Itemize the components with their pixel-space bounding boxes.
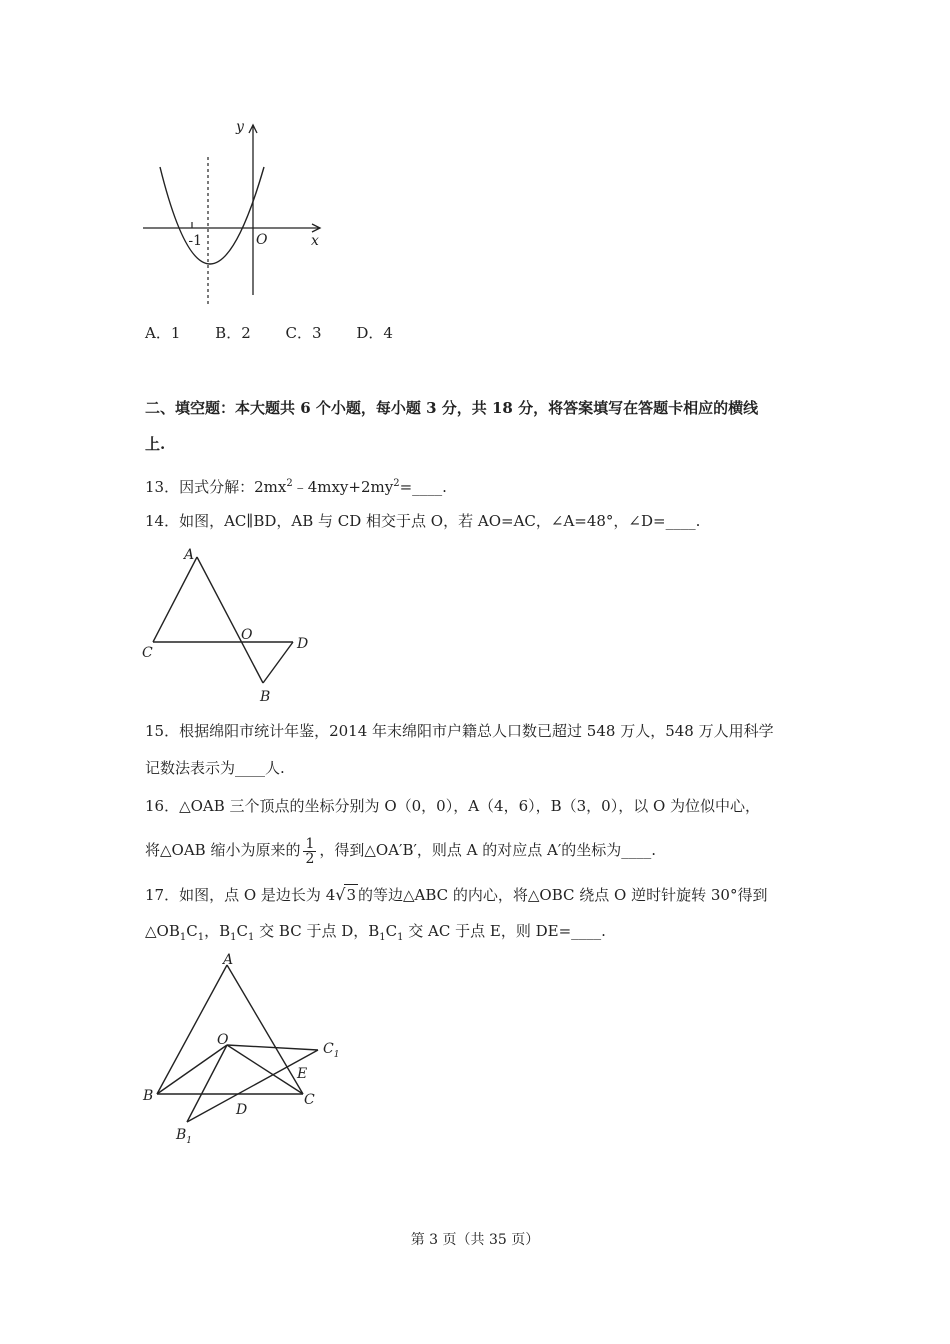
- q13-suffix: =____.: [399, 478, 447, 496]
- label-c1: $C_1$: [323, 1041, 340, 1060]
- segment-oc1: [227, 1045, 318, 1050]
- segment-ab: [197, 557, 263, 683]
- q17-sub: 1: [179, 932, 187, 943]
- q16-prefix: 将△OAB 缩小为原来的: [145, 841, 301, 859]
- question-15-line2: 记数法表示为____人.: [145, 759, 285, 777]
- choice-d: D．4: [356, 324, 393, 342]
- q17-text: ，B: [204, 922, 231, 940]
- q17-text: C: [236, 922, 248, 940]
- q13-exp2: 2: [393, 478, 400, 489]
- q17-text: C: [385, 922, 398, 940]
- question-17-line1: [145, 884, 767, 905]
- fraction-denominator: 2: [305, 850, 315, 867]
- segment-ab: [157, 965, 227, 1094]
- label-b: B: [143, 1088, 154, 1104]
- label-b1: $B_1$: [176, 1127, 193, 1145]
- label-o: O: [241, 627, 253, 643]
- choice-a: A．1: [145, 324, 181, 342]
- question-13: [145, 474, 447, 497]
- label-b: B: [260, 689, 271, 705]
- q17-suffix: 的等边△ABC 的内心，将△OBC 绕点 O 逆时针旋转 30°得到: [357, 886, 768, 904]
- rotation-figure-q17: [140, 950, 350, 1145]
- q13-prefix: 13．因式分解：2mx: [145, 478, 287, 496]
- q17-prefix: 17．如图，点 O 是边长为 4: [145, 886, 336, 904]
- origin-label: O: [256, 232, 268, 248]
- segment-oc: [227, 1045, 303, 1094]
- tick-label-minus-one: -1: [188, 233, 202, 249]
- question-16-line1: 16．△OAB 三个顶点的坐标分别为 O（0，0），A（4，6），B（3，0），以 O 为位似中心，: [145, 797, 761, 815]
- q17-sub: 1: [379, 932, 386, 943]
- q17-text: △OB: [145, 922, 180, 940]
- q17-text: 交 AC 于点 E，则 DE=____.: [403, 922, 606, 940]
- radicand: 3: [346, 886, 356, 904]
- label-a: A: [223, 952, 234, 968]
- label-d: D: [236, 1102, 248, 1118]
- q17-text: 交 BC 于点 D，B: [254, 922, 380, 940]
- label-c: C: [304, 1092, 315, 1108]
- segment-ac: [227, 965, 303, 1094]
- q17-sub: 1: [397, 932, 404, 943]
- choice-c: C．3: [285, 324, 322, 342]
- label-e: E: [297, 1066, 308, 1082]
- segment-ob: [157, 1045, 227, 1094]
- q13-mid: ﹣4mxy+2my: [292, 478, 394, 496]
- parabola-curve: [160, 167, 264, 264]
- radical-sign: √: [335, 885, 346, 904]
- label-d: D: [297, 636, 309, 652]
- q17-sub: 1: [230, 932, 237, 943]
- question-16-line2: [145, 830, 656, 870]
- question-14: 14．如图，AC∥BD，AB 与 CD 相交于点 O，若 AO=AC，∠A=48°，∠D=____.: [145, 512, 701, 530]
- q16-suffix: ，得到△OA′B′，则点 A 的对应点 A′的坐标为____.: [319, 841, 657, 859]
- fraction-numerator: 1: [305, 835, 315, 852]
- x-axis-label: x: [311, 233, 319, 249]
- section2-heading-line1: 二、填空题：本大题共 6 个小题，每小题 3 分，共 18 分，将答案填写在答题卡相应的横线: [145, 399, 759, 417]
- q17-sub: 1: [247, 932, 255, 943]
- triangle-figure-q14: [140, 545, 315, 705]
- q17-text: C: [186, 922, 198, 940]
- q13-exp1: 2: [286, 478, 293, 489]
- question-17-line2: [145, 921, 606, 948]
- question-15-line1: 15．根据绵阳市统计年鉴，2014 年末绵阳市户籍总人口数已超过 548 万人，548 万人用科学: [145, 722, 774, 740]
- section2-heading-line2: 上.: [145, 435, 166, 453]
- segment-bd: [263, 642, 293, 683]
- parabola-figure: [140, 115, 340, 310]
- y-axis-label: y: [236, 119, 244, 135]
- label-o: O: [217, 1032, 229, 1048]
- page-footer: 第 3 页（共 35 页）: [410, 1232, 540, 1248]
- label-a: A: [184, 547, 195, 563]
- label-c: C: [142, 645, 153, 661]
- fraction-one-half: [303, 837, 316, 866]
- choice-b: B．2: [215, 324, 251, 342]
- segment-ac: [153, 557, 197, 642]
- q17-sub: 1: [197, 932, 205, 943]
- q12-choices: [145, 323, 423, 343]
